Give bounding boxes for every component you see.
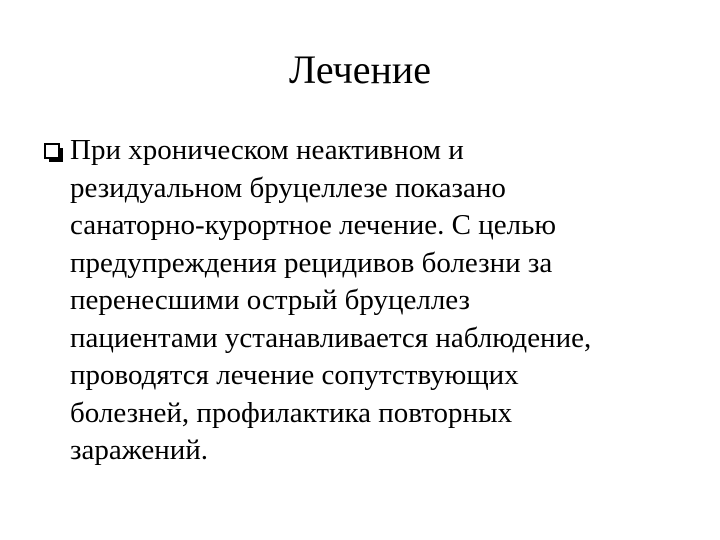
square-bullet-icon [44,143,64,163]
bullet-text: При хроническом неактивном и резидуальном бруцеллезе показано санаторно-курортное лечение. С целью предупреждения рецидивов болезни за перенесшими острый бруцеллез пациентами устанавливается наблюдение, проводятся лечение сопутствующих болезней, профилактика повторных заражений. [70,134,592,466]
bullet-item [44,132,684,470]
slide-title: Лечение [288,47,432,92]
slide-content [44,132,684,470]
